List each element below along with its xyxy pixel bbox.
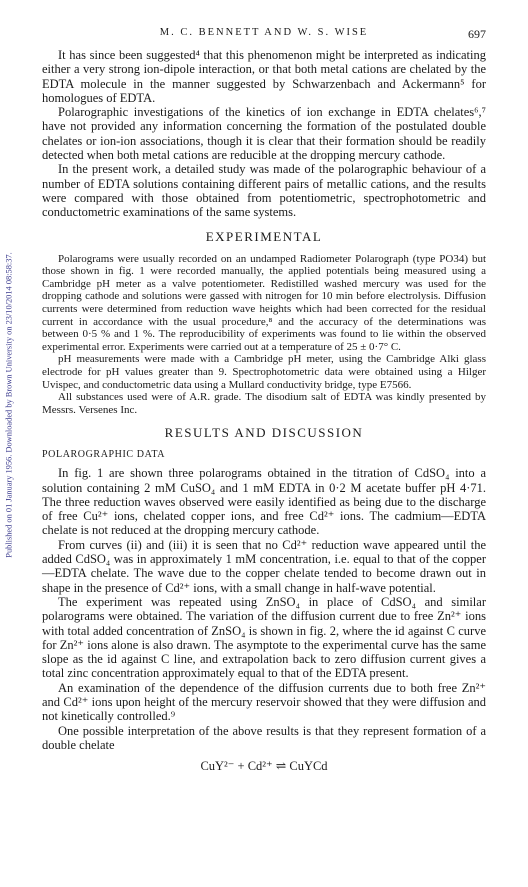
intro-paragraph-1: It has since been suggested⁴ that this phenomenon might be interpreted as indicating either a very strong ion-dipole interaction, or that both metal cations are chelated by the EDTA molecule in the manner suggested by Schwarzenbach and Ackermann⁵ for homologues of EDTA. (42, 48, 486, 105)
download-notice: Published on 01 January 1956. Downloaded by Brown University on 23/10/2014 08:58:37. (4, 252, 14, 558)
results-heading: RESULTS AND DISCUSSION (164, 425, 364, 441)
results-paragraph-5: One possible interpretation of the above results is that they represent formation of a double chelate (42, 723, 486, 752)
running-head: M. C. BENNETT AND W. S. WISE (159, 27, 369, 38)
results-paragraph-1: In fig. 1 are shown three polarograms obtained in the titration of CdSO₄ into a solution containing 2 mM CuSO₄ and 1 mM EDTA in 0·2 M acetate buffer pH 4·71. The three reduction waves observed were easily identified as being due to the discharge of free Cu²⁺ ions, chelated copper ions, and free Cd²⁺ ions. The cadmium—EDTA chelate is not reduced at the dropping mercury cathode. (42, 466, 486, 538)
results-paragraph-4: An examination of the dependence of the diffusion currents due to both free Zn²⁺ and Cd²⁺ ions upon height of the mercury reservoir showed that they were diffusion and not kinetically controlled.⁹ (42, 680, 486, 724)
polarographic-subheading: POLAROGRAPHIC DATA (42, 449, 166, 461)
download-watermark (2, 150, 16, 660)
intro-paragraph-3: In the present work, a detailed study was made of the polarographic behaviour of a number of EDTA solutions containing different pairs of metallic cations, and the results were compared with those obtained from potentiometric, spectrophotometric and conductometric examinations of the same systems. (42, 162, 486, 220)
experimental-heading: EXPERIMENTAL (205, 228, 323, 244)
page-header (42, 27, 486, 41)
chelate-equation: CuY²⁻ + Cd²⁺ ⇌ CuYCd (200, 759, 328, 774)
results-paragraph-2: From curves (ii) and (iii) it is seen that no Cd²⁺ reduction wave appeared until the added CdSO₄ was in approximately 1 mM concentration, i.e. equal to that of the copper—EDTA chelate. The wave due to the copper chelate tended to become drawn out in shape in the presence of Cd²⁺ ions, with a small change in half-wave potential. (42, 537, 486, 595)
page-number: 697 (468, 27, 486, 41)
results-paragraph-3: The experiment was repeated using ZnSO₄ in place of CdSO₄ and similar polarograms were obtained. The variation of the diffusion current due to free Zn²⁺ ions with total added concentration of ZnSO₄ is shown in fig. 2, where the id against C curve for Zn²⁺ ions alone is also drawn. The asymptote to the experimental curve has the same slope as the id against C line, and extrapolation back to zero diffusion current gives a total zinc concentration approximately equal to that of the EDTA present. (42, 594, 486, 681)
experimental-paragraph-2: pH measurements were made with a Cambridge pH meter, using the Cambridge Alki glass electrode for pH values greater than 9. Spectrophotometric data were obtained using a Hilger Uvispec, and conductometric data using a Mullard conductivity bridge, type E7566. (42, 353, 486, 391)
intro-paragraph-2: Polarographic investigations of the kinetics of ion exchange in EDTA chelates⁶,⁷ have not provided any information concerning the formation of the postulated double chelates or ion-ion associations, though it is clear that their formation should be readily detected when both metal cations are reducible at the dropping mercury cathode. (42, 105, 486, 163)
article-body (42, 48, 486, 774)
experimental-paragraph-3: All substances used were of A.R. grade. The disodium salt of EDTA was kindly presented by Messrs. Versenes Inc. (42, 391, 486, 416)
experimental-paragraph-1: Polarograms were usually recorded on an undamped Radiometer Polarograph (type PO34) but those shown in fig. 1 were recorded manually, the applied potentials being measured using a Cambridge pH meter as a valve potentiometer. Redistilled washed mercury was used for the dropping cathode and solutions were gassed with nitrogen for 10 min before electrolysis. Diffusion currents were determined from reduction wave heights which had been corrected for the residual current in accordance with the usual procedure,⁸ and the accuracy of the determinations was between 0·5 % and 1 %. The reproducibility of experiments was found to lie within the observed experimental error. Experiments were carried out at a temperature of 25 ± 0·7° C. (42, 252, 486, 353)
